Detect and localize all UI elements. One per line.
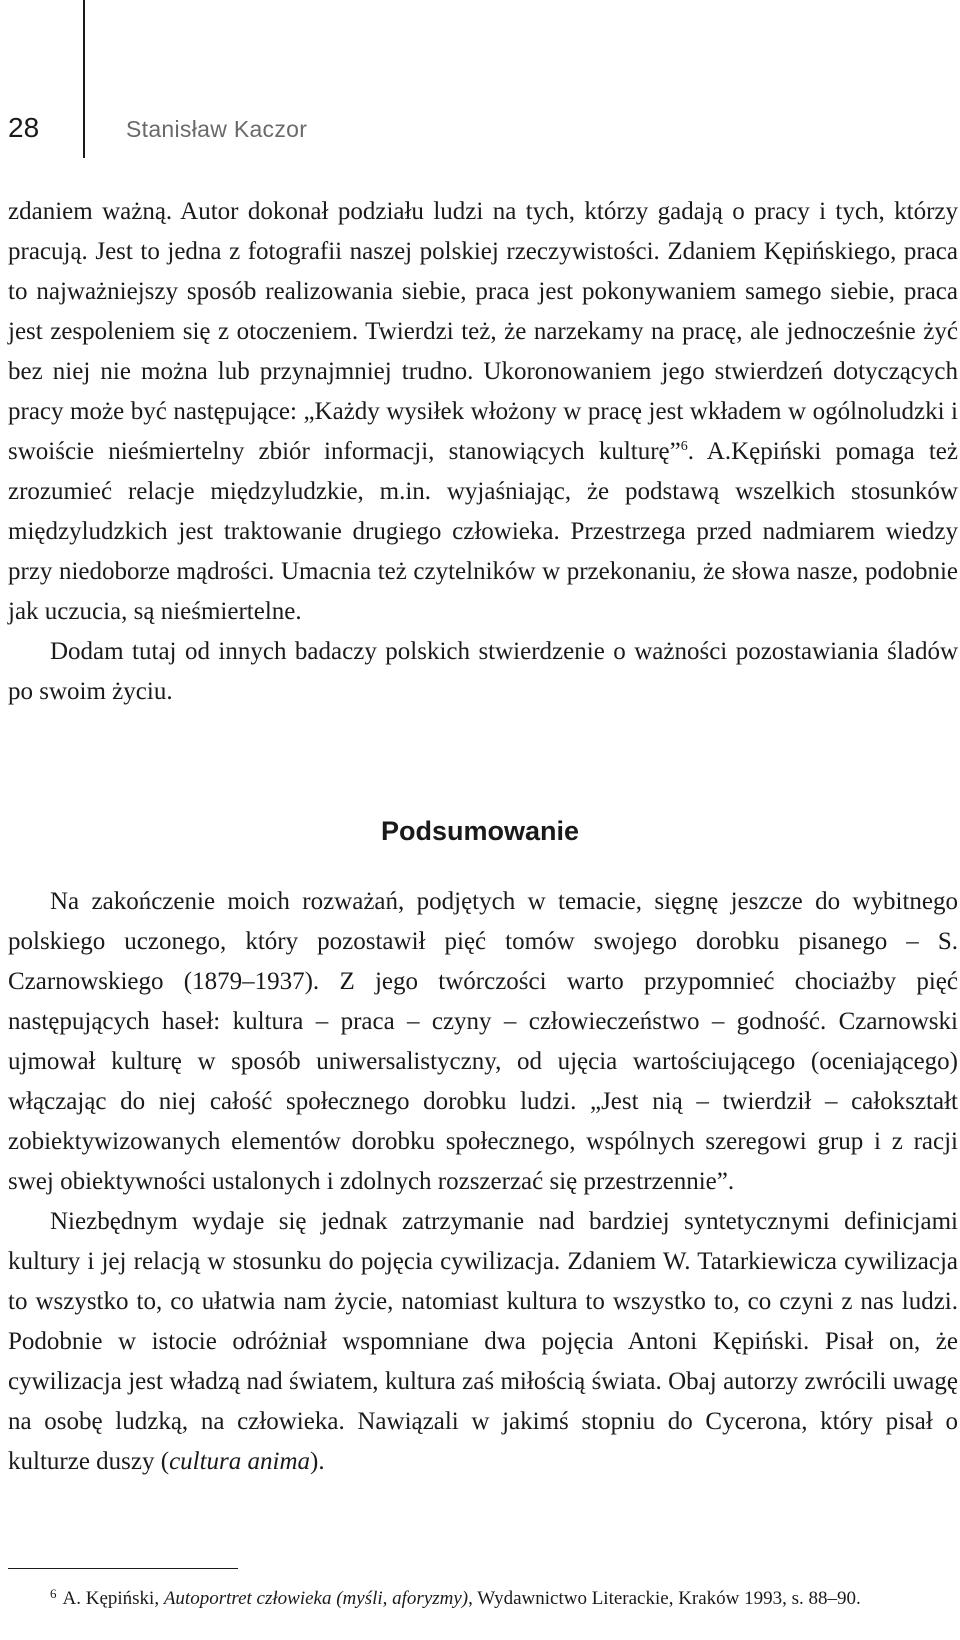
- body-text-before-section: [8, 192, 958, 712]
- footnote-reference: 6: [680, 439, 688, 454]
- paragraph: [8, 1202, 958, 1482]
- footnote-text: A. Kępiński,: [62, 1588, 164, 1609]
- paragraph-text: zdaniem ważną. Autor dokonał podziału ludzi na tych, którzy gadają o pracy i tych, którzy pracują. Jest to jedna z fotografii naszej polskiej rzeczywistości. Zdaniem Kępińskiego, praca to najważniejszy sposób realizowania siebie, praca jest pokonywaniem samego siebie, praca jest zespoleniem się z otoczeniem. Twierdzi też, że narzekamy na pracę, ale jednocześnie żyć bez niej nie można lub przynajmniej trudno. Ukoronowaniem jego stwierdzeń dotyczących pracy może być następujące: „Każdy wysiłek włożony w pracę jest wkładem w ogólnoludzki i swoiście nieśmiertelny zbiór informacji, stanowiących kulturę”: [8, 198, 958, 465]
- paragraph-text: Niezbędnym wydaje się jednak zatrzymanie nad bardziej syntetycznymi definicjami kultury i jej relacją w stosunku do pojęcia cywilizacja. Zdaniem W. Tatarkiewicza cywilizacja to wszystko to, co ułatwia nam życie, natomiast kultura to wszystko to, co czyni z nas ludzi. Podobnie w istocie odróżniał wspomniane dwa pojęcia Antoni Kępiński. Pisał on, że cywilizacja jest władzą nad światem, kultura zaś miłością świata. Obaj autorzy zwrócili uwagę na osobę ludzką, na człowieka. Nawiązali w jakimś stopniu do Cycerona, który pisał o kulturze duszy (: [8, 1208, 958, 1475]
- paragraph-text: . A.Kępiński pomaga też zrozumieć relacje międzyludzkie, m.in. wyjaśniając, że podstawą wszelkich stosunków międzyludzkich jest traktowanie drugiego człowieka. Przestrzega przed nadmiarem wiedzy przy niedoborze mądrości. Umacnia też czytelników w przekonaniu, że słowa nasze, podobnie jak uczucia, są nieśmiertelne.: [8, 438, 958, 625]
- paragraph: [8, 192, 958, 632]
- footnote-book-title: Autoportret człowieka (myśli, aforyzmy): [163, 1588, 469, 1609]
- running-head-author: Stanisław Kaczor: [126, 116, 308, 142]
- footnote-marker: 6: [50, 1586, 57, 1601]
- page-number: 28: [8, 112, 40, 143]
- footnote-text: , Wydawnictwo Literackie, Kraków 1993, s. 88–90.: [468, 1588, 861, 1609]
- footnote: [8, 1580, 958, 1612]
- paragraph: Dodam tutaj od innych badaczy polskich stwierdzenie o ważności pozostawiania śladów po swoim życiu.: [8, 638, 958, 705]
- footnote-divider: [8, 1568, 238, 1569]
- section-heading: Podsumowanie: [380, 816, 580, 846]
- italic-term: cultura anima: [169, 1448, 311, 1475]
- paragraph: Na zakończenie moich rozważań, podjętych w temacie, sięgnę jeszcze do wybitnego polskiego uczonego, który pozostawił pięć tomów swojego dorobku pisanego – S. Czarnowskiego (1879–1937). Z jego twórczości warto przypomnieć chociażby pięć następujących haseł: kultura – praca – czyny – człowieczeństwo – godność. Czarnowski ujmował kulturę w sposób uniwersalistyczny, od ujęcia wartościującego (oceniającego) włączając do niej całość społecznego dorobku ludzi. „Jest nią – twierdził – całokształt zobiektywizowanych elementów dorobku społecznego, wspólnych szeregowi grup i z racji swej obiektywności ustalonych i zdolnych rozszerzać się przestrzennie”.: [8, 888, 958, 1195]
- header-divider: [83, 0, 85, 158]
- body-text-after-section: [8, 882, 958, 1482]
- paragraph-text: ).: [310, 1448, 325, 1475]
